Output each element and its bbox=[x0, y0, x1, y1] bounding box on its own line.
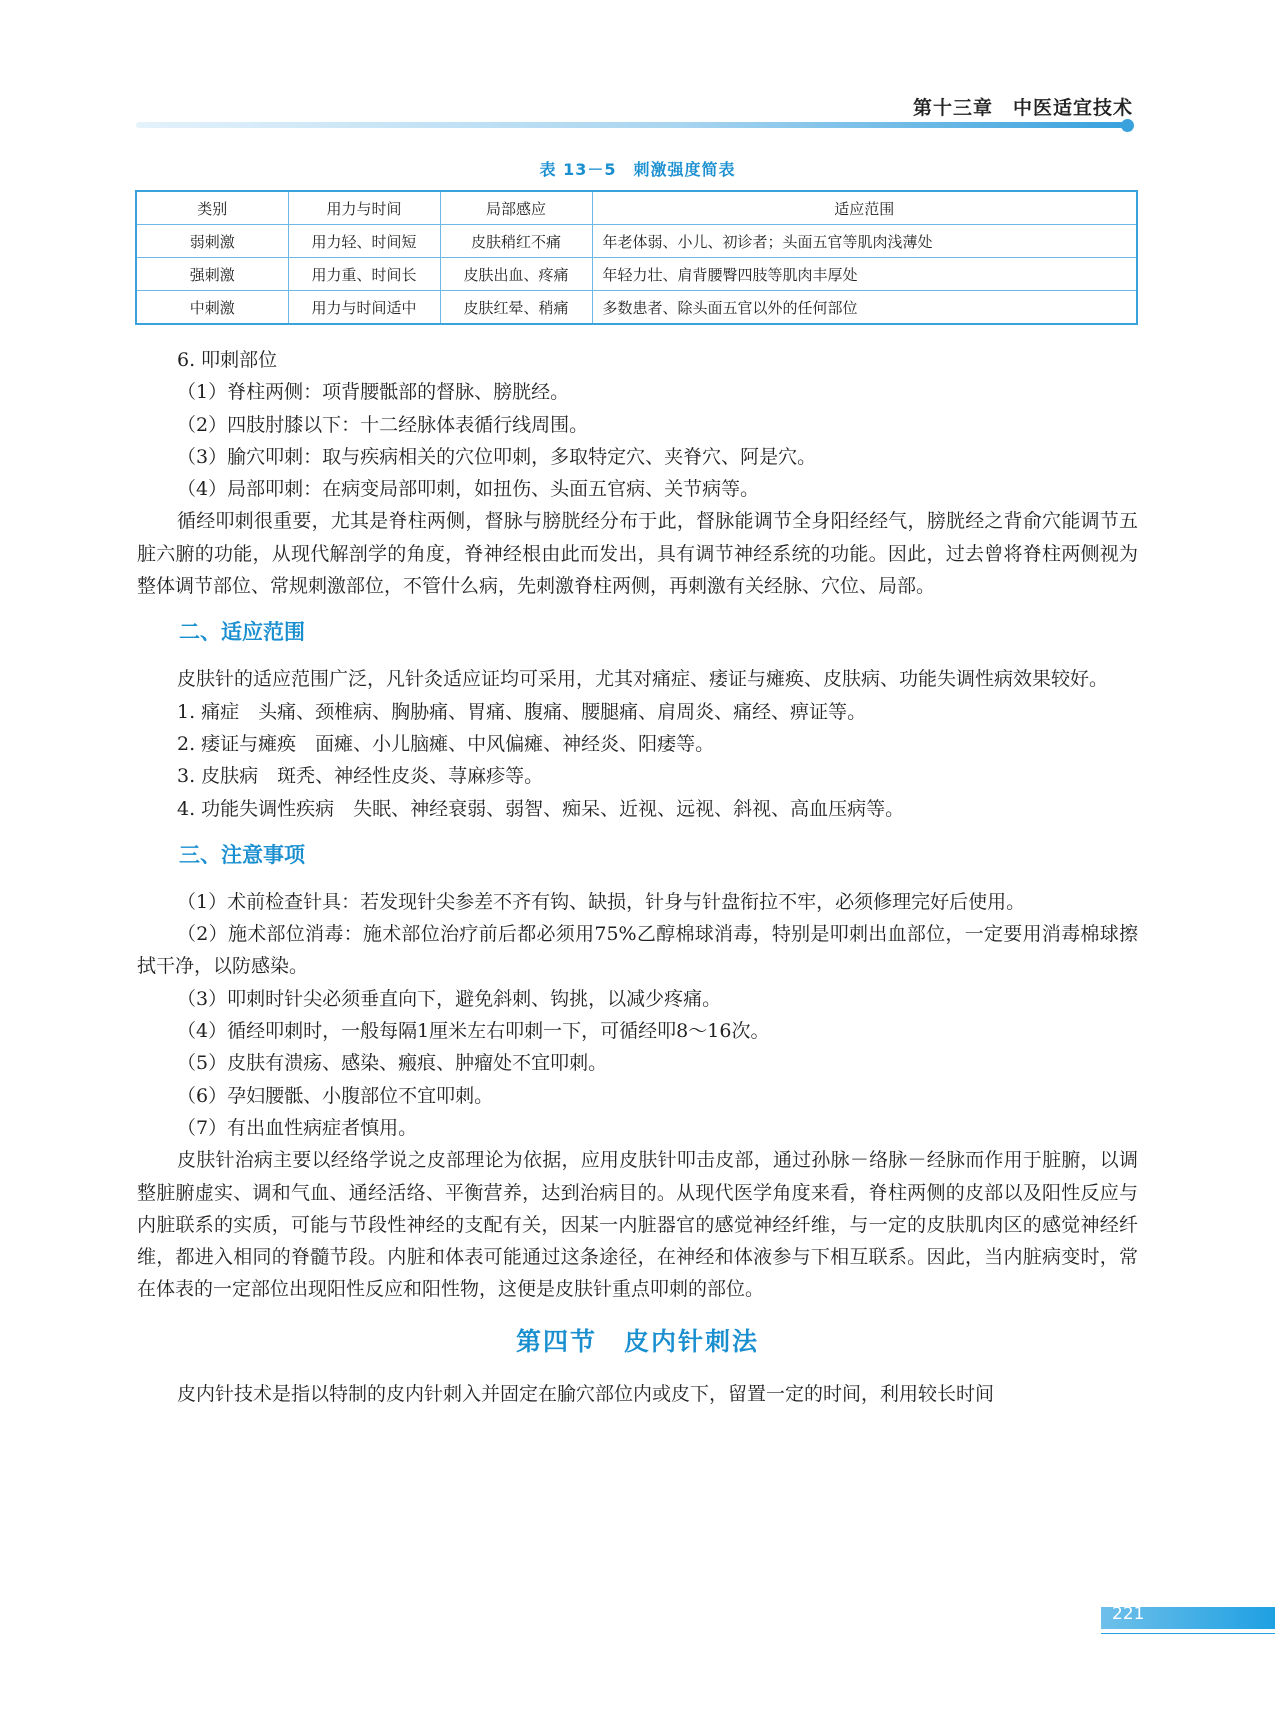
table-cell: 皮肤出血、疼痛 bbox=[440, 258, 592, 291]
header-rule bbox=[136, 122, 1124, 128]
table-header-cell: 适应范围 bbox=[592, 191, 1137, 225]
table-cell: 用力重、时间长 bbox=[288, 258, 440, 291]
list-item: （2）四肢肘膝以下：十二经脉体表循行线周围。 bbox=[177, 413, 589, 436]
table-row bbox=[136, 291, 1137, 325]
table-header-cell: 用力与时间 bbox=[288, 191, 440, 225]
list-item: （6）孕妇腰骶、小腹部位不宜叩刺。 bbox=[177, 1084, 494, 1107]
page-number-rule bbox=[1101, 1633, 1275, 1634]
list-item: （5）皮肤有溃疡、感染、瘢痕、肿瘤处不宜叩刺。 bbox=[177, 1052, 608, 1075]
table-row bbox=[136, 225, 1137, 258]
page-number: 221 bbox=[1112, 1604, 1145, 1624]
list-item: （4）循经叩刺时，一般每隔1厘米左右叩刺一下，可循经叩8～16次。 bbox=[177, 1020, 770, 1043]
table-cell: 年老体弱、小儿、初诊者；头面五官等肌肉浅薄处 bbox=[592, 225, 1137, 258]
list-item: （2）施术部位消毒：施术部位治疗前后都必须用75%乙醇棉球消毒，特别是叩刺出血部位，一定要用消毒棉球擦拭干净，以防感染。 bbox=[137, 923, 1138, 978]
table-row bbox=[136, 258, 1137, 291]
table-cell: 弱刺激 bbox=[136, 225, 288, 258]
list-item: 4. 功能失调性疾病 失眠、神经衰弱、弱智、痴呆、近视、远视、斜视、高血压病等。 bbox=[177, 797, 905, 820]
paragraph: 皮内针技术是指以特制的皮内针刺入并固定在腧穴部位内或皮下，留置一定的时间，利用较长时间 bbox=[177, 1382, 995, 1405]
table-cell: 强刺激 bbox=[136, 258, 288, 291]
list-item: （3）腧穴叩刺：取与疾病相关的穴位叩刺，多取特定穴、夹脊穴、阿是穴。 bbox=[177, 445, 817, 468]
section-heading: 二、适应范围 bbox=[179, 620, 305, 645]
body-text bbox=[137, 344, 1138, 1410]
table-cell: 皮肤红晕、稍痛 bbox=[440, 291, 592, 325]
table-header-cell: 类别 bbox=[136, 191, 288, 225]
table-header-cell: 局部感应 bbox=[440, 191, 592, 225]
table-cell: 中刺激 bbox=[136, 291, 288, 325]
table-cell: 用力与时间适中 bbox=[288, 291, 440, 325]
list-item: （4）局部叩刺：在病变局部叩刺，如扭伤、头面五官病、关节病等。 bbox=[177, 478, 760, 501]
list-item: （3）叩刺时针尖必须垂直向下，避免斜刺、钩挑，以减少疼痛。 bbox=[177, 987, 722, 1010]
list-item: 1. 痛症 头痛、颈椎病、胸胁痛、胃痛、腹痛、腰腿痛、肩周炎、痛经、痹证等。 bbox=[177, 700, 867, 723]
stimulus-intensity-table bbox=[135, 190, 1138, 325]
table-cell: 用力轻、时间短 bbox=[288, 225, 440, 258]
section-heading: 三、注意事项 bbox=[179, 842, 305, 867]
table-cell: 年轻力壮、肩背腰臀四肢等肌肉丰厚处 bbox=[592, 258, 1137, 291]
list-item: （1）术前检查针具：若发现针尖参差不齐有钩、缺损，针身与针盘衔拉不牢，必须修理完好后使用。 bbox=[177, 890, 1026, 913]
table-cell: 多数患者、除头面五官以外的任何部位 bbox=[592, 291, 1137, 325]
table-header-row bbox=[136, 191, 1137, 225]
list-item: （7）有出血性病症者慎用。 bbox=[177, 1116, 418, 1139]
header-rule-dot bbox=[1121, 119, 1134, 132]
list-item: 3. 皮肤病 斑秃、神经性皮炎、荨麻疹等。 bbox=[177, 765, 544, 788]
chapter-title: 第十三章 中医适宜技术 bbox=[912, 97, 1133, 119]
table-cell: 皮肤稍红不痛 bbox=[440, 225, 592, 258]
section-title: 第四节 皮内针刺法 bbox=[515, 1326, 759, 1356]
paragraph: 皮肤针治病主要以经络学说之皮部理论为依据，应用皮肤针叩击皮部，通过孙脉－络脉－经脉而作用于脏腑，以调整脏腑虚实、调和气血、通经活络、平衡营养，达到治病目的。从现代医学角度来看，脊柱两侧的皮部以及阳性反应与内脏联系的实质，可能与节段性神经的支配有关，因某一内脏器官的感觉神经纤维，与一定的皮肤肌肉区的感觉神经纤维，都进入相同的脊髓节段。内脏和体表可能通过这条途径，在神经和体液参与下相互联系。因此，当内脏病变时，常在体表的一定部位出现阳性反应和阳性物，这便是皮肤针重点叩刺的部位。 bbox=[137, 1149, 1138, 1301]
subsection-title: 6. 叩刺部位 bbox=[177, 349, 278, 371]
paragraph: 循经叩刺很重要，尤其是脊柱两侧，督脉与膀胱经分布于此，督脉能调节全身阳经经气，膀胱经之背俞穴能调节五脏六腑的功能，从现代解剖学的角度，脊神经根由此而发出，具有调节神经系统的功能。因此，过去曾将脊柱两侧视为整体调节部位、常规刺激部位，不管什么病，先刺激脊柱两侧，再刺激有关经脉、穴位、局部。 bbox=[137, 510, 1138, 598]
list-item: 2. 痿证与瘫痪 面瘫、小儿脑瘫、中风偏瘫、神经炎、阳痿等。 bbox=[177, 732, 715, 755]
paragraph: 皮肤针的适应范围广泛，凡针灸适应证均可采用，尤其对痛症、痿证与瘫痪、皮肤病、功能失调性病效果较好。 bbox=[177, 668, 1109, 691]
list-item: （1）脊柱两侧：项背腰骶部的督脉、膀胱经。 bbox=[177, 381, 570, 404]
table-caption: 表 13－5 刺激强度简表 bbox=[539, 160, 736, 179]
